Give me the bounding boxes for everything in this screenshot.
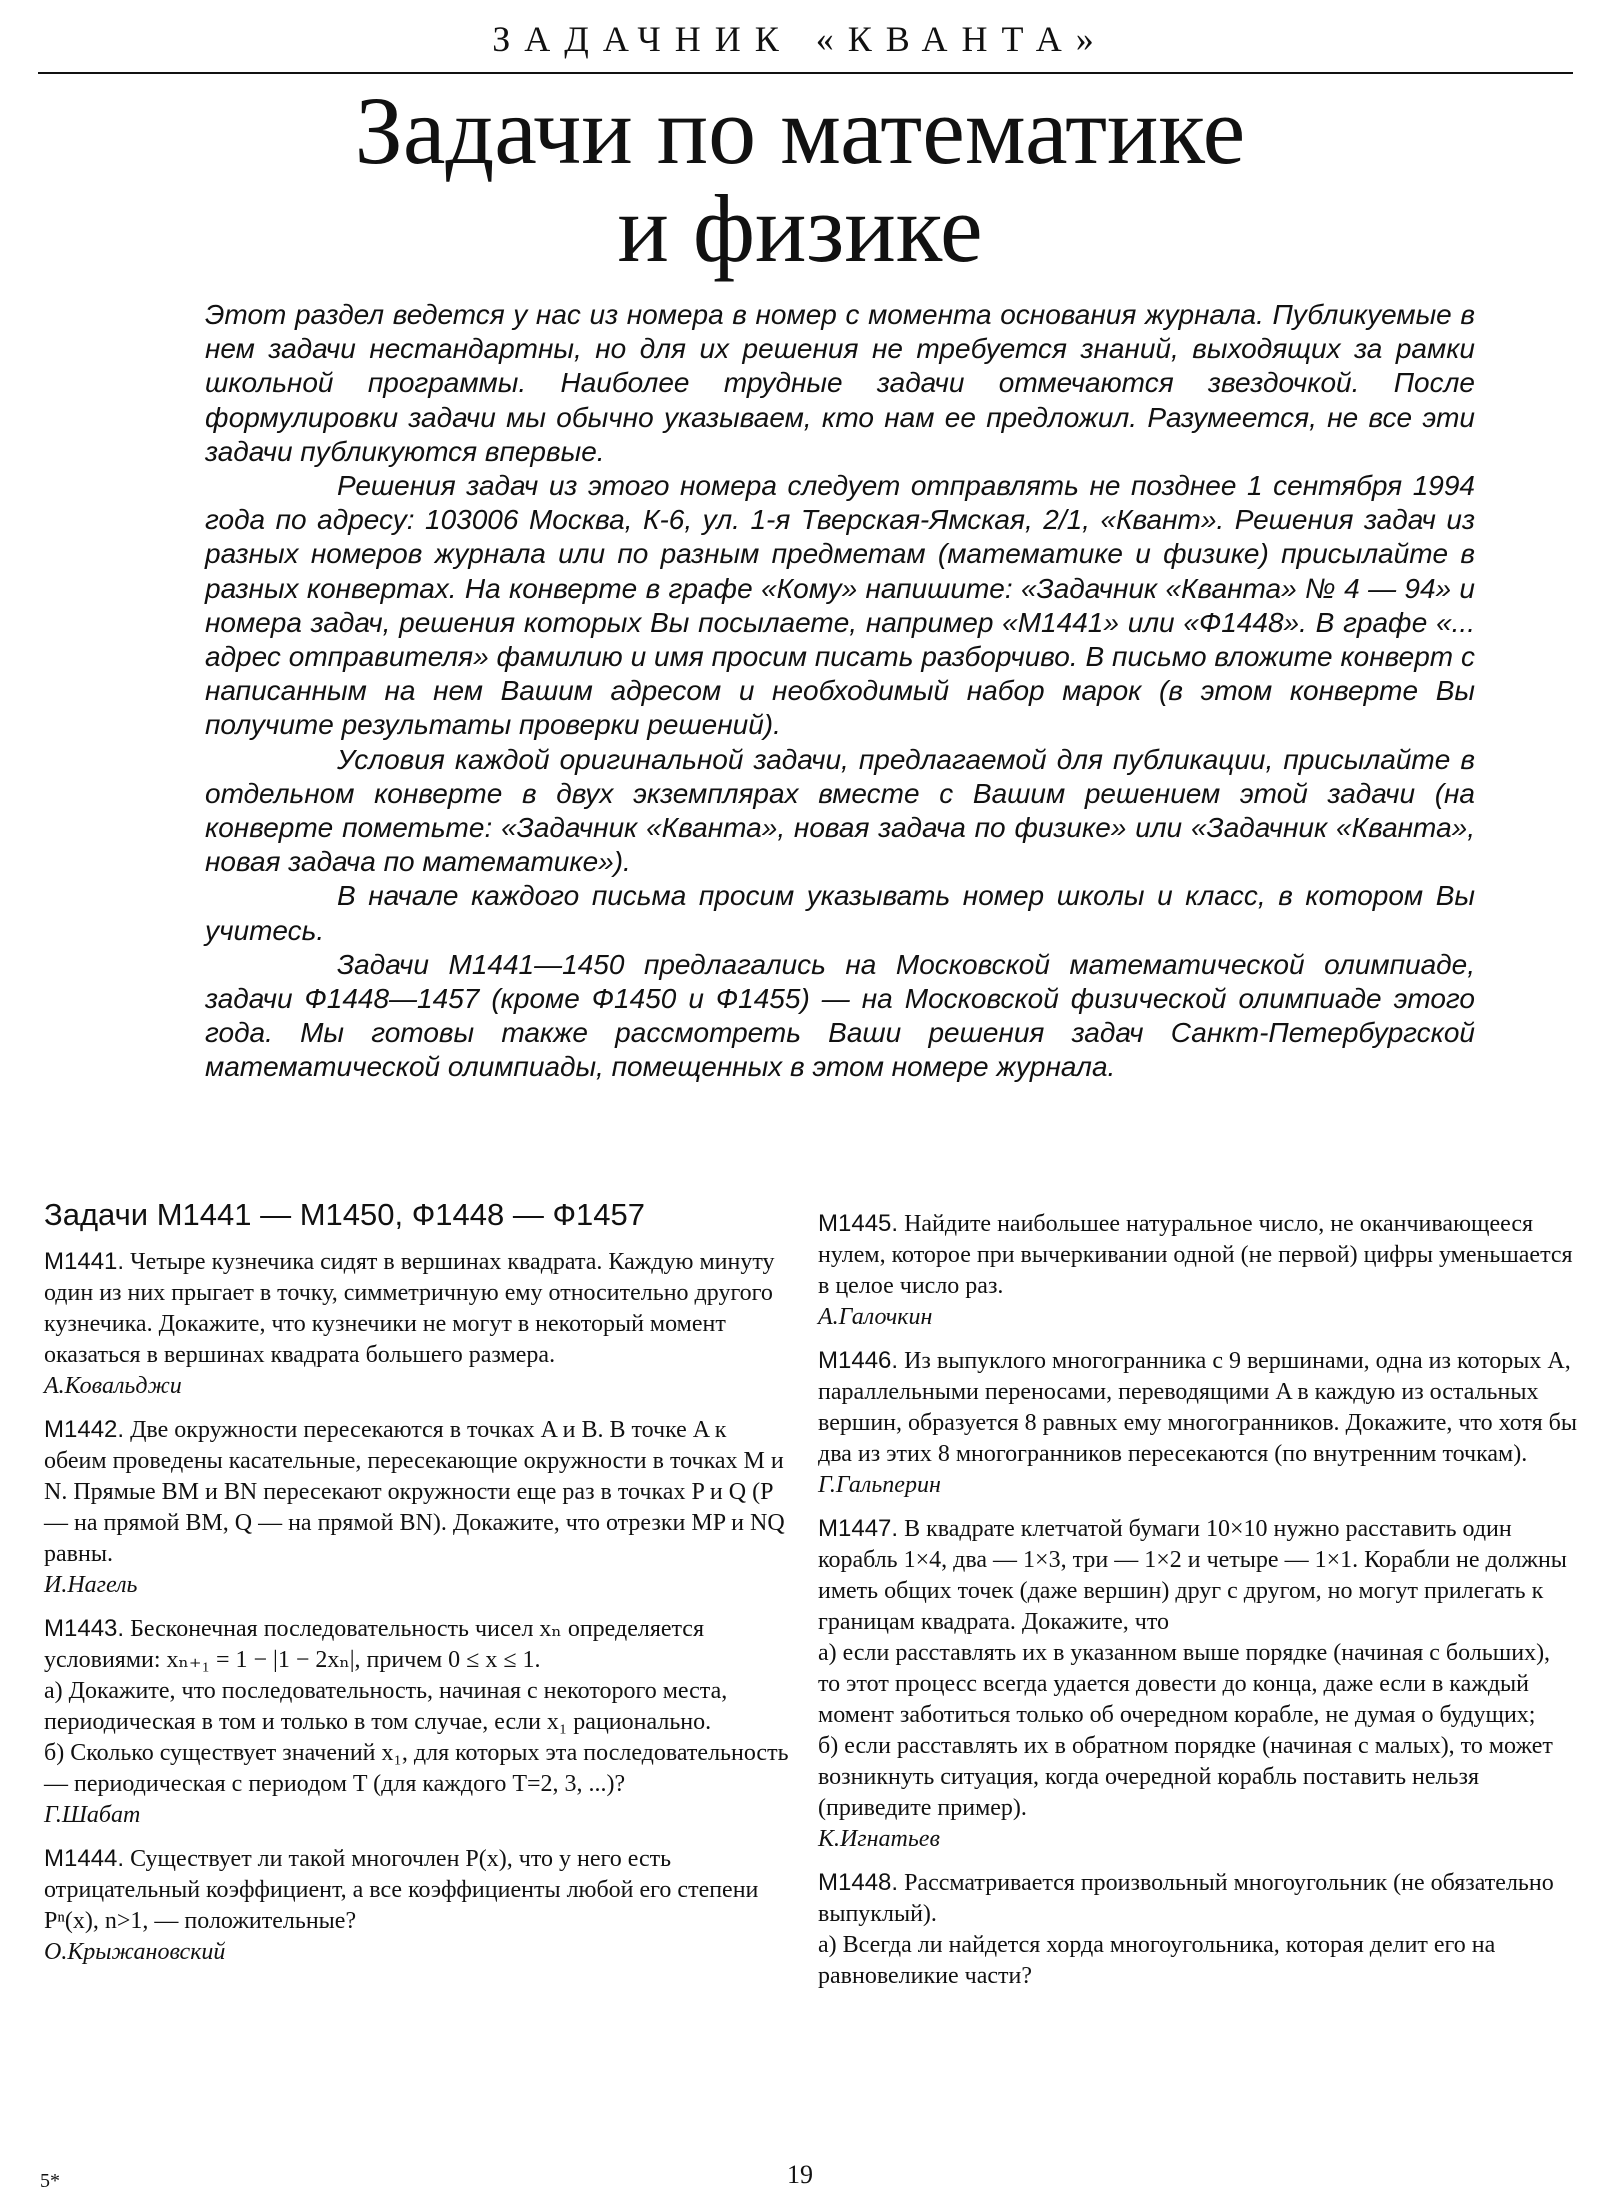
intro-paragraph: Задачи М1441—1450 предлагались на Московской математической олимпиаде, задачи Ф1448—1457 (кроме Ф1450 и Ф1455) — на Московской физической олимпиаде этого года. Мы готовы также рассмотреть Ваши решения задач Санкт-Петербургской математической олимпиады, помещенных в этом номере журнала.	[205, 948, 1475, 1083]
intro-paragraph: Условия каждой оригинальной задачи, предлагаемой для публикации, присылайте в отдельном конверте в двух экземплярах вместе с Вашим решением этой задачи (на конверте пометьте: «Задачник «Кванта», новая задача по физике» или «Задачник «Кванта», новая задача по математике»).	[205, 743, 1475, 878]
intro-paragraph: Этот раздел ведется у нас из номера в номер с момента основания журнала. Публикуемые в нем задачи нестандартны, но для их решения не требуется знаний, выходящих за рамки школьной программы. Наиболее трудные задачи отмечаются звездочкой. После формулировки задачи мы обычно указываем, кто нам ее предложил. Разумеется, не все эти задачи публикуются впервые.	[205, 299, 1475, 467]
problem-author: И.Нагель	[44, 1572, 138, 1598]
right-column	[818, 1208, 1578, 2004]
problem-number: М1446.	[818, 1347, 899, 1374]
problem-author: А.Галочкин	[818, 1304, 933, 1330]
section-header: ЗАДАЧНИК «КВАНТА»	[492, 19, 1108, 59]
problem-text: Четыре кузнечика сидят в вершинах квадрата. Каждую минуту один из них прыгает в точку, симметричную ему относительно другого кузнечика. Докажите, что кузнечики не могут в некоторый момент оказаться в вершинах квадрата большего размера.	[44, 1249, 775, 1368]
problem-text: Из выпуклого многогранника с 9 вершинами, одна из которых A, параллельными переносами, переводящими A в каждую из остальных вершин, образуется 8 равных ему многогранников. Докажите, что хотя бы два из этих 8 многогранников пересекаются (по внутренним точкам).	[818, 1348, 1577, 1467]
problem-m1443	[44, 1613, 789, 1831]
problem-text: В квадрате клетчатой бумаги 10×10 нужно расставить один корабль 1×4, два — 1×3, три — 1×2 и четыре — 1×1. Корабли не должны иметь общих точек (даже вершин) друг с другом, но могут прилегать к границам квадрата. Докажите, что	[818, 1516, 1567, 1635]
problem-author: К.Игнатьев	[818, 1826, 940, 1852]
problem-text: Рассматривается произвольный многоугольник (не обязательно выпуклый).	[818, 1870, 1554, 1927]
problem-m1441	[44, 1246, 789, 1402]
problem-m1445	[818, 1208, 1578, 1333]
problems-heading: Задачи М1441 — М1450, Ф1448 — Ф1457	[44, 1197, 646, 1232]
problem-text: Существует ли такой многочлен P(x), что у него есть отрицательный коэффициент, а все коэффициенты любой его степени Pⁿ(x), n>1, — положительные?	[44, 1846, 759, 1934]
problem-text: Две окружности пересекаются в точках A и B. В точке A к обеим проведены касательные, пересекающие окружности в точках M и N. Прямые BM и BN пересекают окружности еще раз в точках P и Q (P — на прямой BM, Q — на прямой BN). Докажите, что отрезки MP и NQ равны.	[44, 1417, 785, 1567]
problem-author: Г.Гальперин	[818, 1472, 941, 1498]
problem-part-a: а) если расставлять их в указанном выше порядке (начиная с больших), то этот процесс всегда удается довести до конца, даже если в каждый момент заботиться только об очередном корабле, не думая о будущих;	[818, 1640, 1551, 1728]
problem-m1442	[44, 1414, 789, 1601]
problem-number: М1441.	[44, 1248, 125, 1275]
problem-part-a: а) Докажите, что последовательность, начиная с некоторого места, периодическая в том и только в том случае, если x₁ рационально.	[44, 1678, 728, 1735]
page-title	[0, 77, 1600, 282]
problem-author: Г.Шабат	[44, 1802, 141, 1828]
problem-author: О.Крыжановский	[44, 1939, 226, 1965]
title-line-2: и физике	[617, 175, 983, 282]
problem-m1447	[818, 1513, 1578, 1855]
problem-m1446	[818, 1345, 1578, 1501]
problem-part-a: а) Всегда ли найдется хорда многоугольника, которая делит его на равновеликие части?	[818, 1932, 1496, 1989]
problem-number: М1445.	[818, 1210, 899, 1237]
page-number: 19	[787, 2160, 813, 2189]
title-line-1: Задачи по математике	[354, 77, 1246, 184]
problem-text: Бесконечная последовательность чисел xₙ определяется условиями: xₙ₊₁ = 1 − |1 − 2xₙ|, причем 0 ≤ x ≤ 1.	[44, 1616, 704, 1673]
problem-number: М1443.	[44, 1615, 125, 1642]
problem-part-b: б) если расставлять их в обратном порядке (начиная с малых), то может возникнуть ситуация, когда очередной корабль поставить нельзя (приведите пример).	[818, 1733, 1553, 1821]
left-column	[44, 1196, 789, 1980]
signature-mark: 5*	[40, 2170, 60, 2192]
header-rule	[38, 72, 1573, 74]
problem-number: М1448.	[818, 1869, 899, 1896]
problem-m1444	[44, 1843, 789, 1968]
problem-text: Найдите наибольшее натуральное число, не оканчивающееся нулем, которое при вычеркивании одной (не первой) цифры уменьшается в целое число раз.	[818, 1211, 1573, 1299]
problem-number: М1447.	[818, 1515, 899, 1542]
problem-m1448	[818, 1867, 1578, 1992]
problem-author: А.Ковальджи	[44, 1373, 182, 1399]
intro-paragraph: В начале каждого письма просим указывать номер школы и класс, в котором Вы учитесь.	[205, 880, 1475, 946]
problem-number: М1444.	[44, 1845, 125, 1872]
problem-number: М1442.	[44, 1416, 125, 1443]
intro-text	[205, 298, 1475, 1085]
intro-paragraph: Решения задач из этого номера следует отправлять не позднее 1 сентября 1994 года по адресу: 103006 Москва, К-6, ул. 1-я Тверская-Ямская, 2/1, «Квант». Решения задач из разных номеров журнала или по разным предметам (математике и физике) присылайте в разных конвертах. На конверте в графе «Кому» напишите: «Задачник «Кванта» № 4 — 94» и номера задач, решения которых Вы посылаете, например «М1441» или «Ф1448». В графе «... адрес отправителя» фамилию и имя просим писать разборчиво. В письмо вложите конверт с написанным на нем Вашим адресом и необходимый набор марок (в этом конверте Вы получите результаты проверки решений).	[205, 470, 1475, 741]
problem-part-b: б) Сколько существует значений x₁, для которых эта последовательность — периодическая с периодом T (для каждого T=2, 3, ...)?	[44, 1740, 789, 1797]
